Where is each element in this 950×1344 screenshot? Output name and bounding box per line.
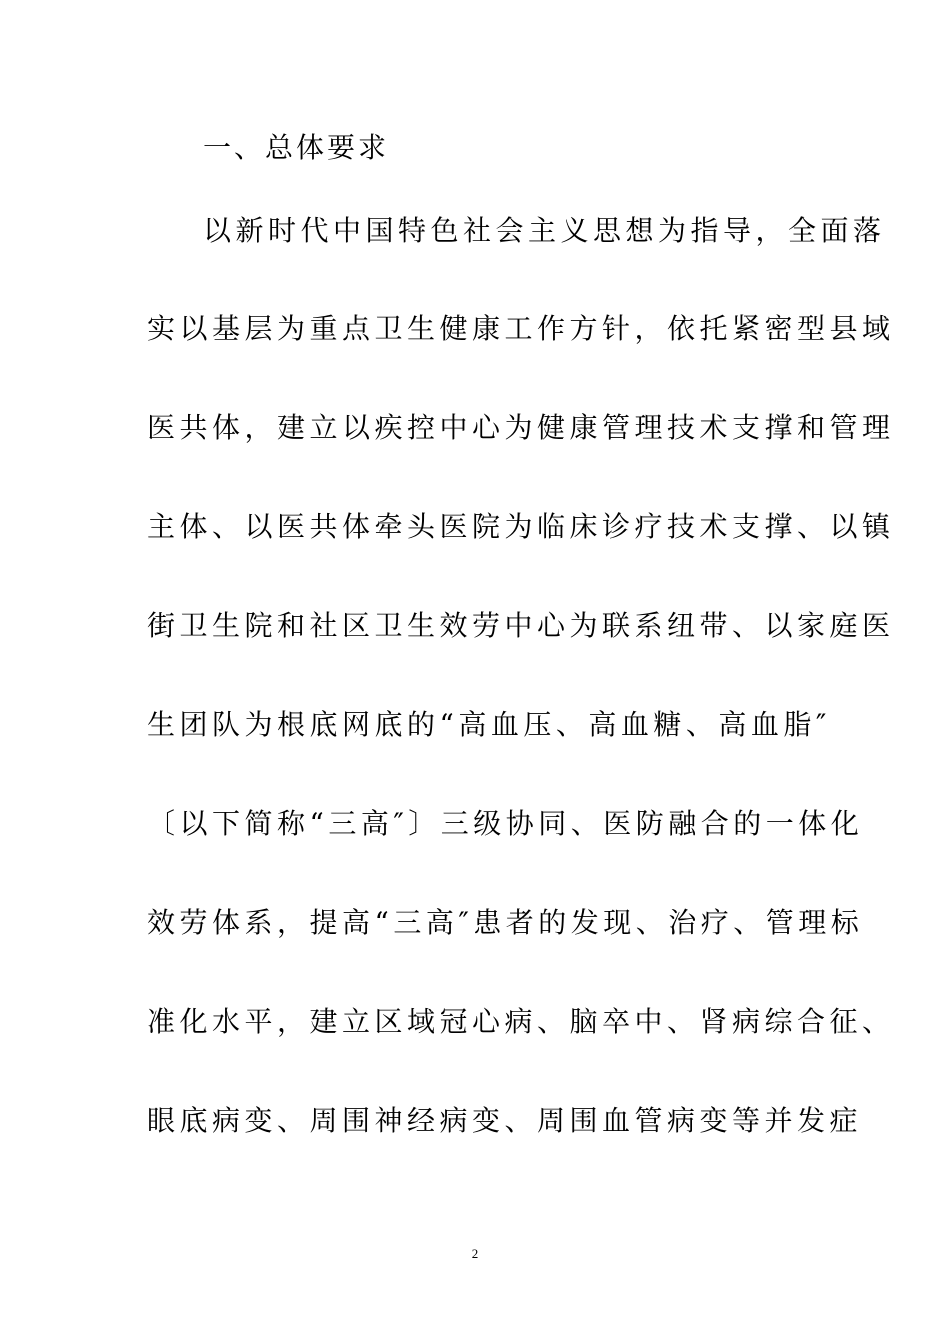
paragraph-line-10: 眼底病变、周围神经病变、周围血管病变等并发症 — [147, 1104, 863, 1137]
section-heading: 一、总体要求 — [203, 131, 390, 164]
paragraph-line-9: 准化水平，建立区域冠心病、脑卒中、肾病综合征、 — [147, 1005, 895, 1038]
paragraph-line-7: 〔以下简称“三高″〕三级协同、医防融合的一体化 — [147, 807, 864, 840]
paragraph-line-1: 以新时代中国特色社会主义思想为指导，全面落 — [203, 214, 886, 247]
paragraph-line-3: 医共体，建立以疾控中心为健康管理技术支撑和管理 — [147, 411, 895, 444]
paragraph-line-6: 生团队为根底网底的“高血压、高血糖、高血脂″ — [147, 708, 831, 741]
paragraph-line-2: 实以基层为重点卫生健康工作方针，依托紧密型县域 — [147, 312, 895, 345]
paragraph-line-8: 效劳体系，提高“三高″患者的发现、治疗、管理标 — [147, 906, 864, 939]
paragraph-line-4: 主体、以医共体牵头医院为临床诊疗技术支撑、以镇 — [147, 510, 895, 543]
paragraph-line-5: 街卫生院和社区卫生效劳中心为联系纽带、以家庭医 — [147, 609, 895, 642]
page-number: 2 — [471, 1246, 479, 1261]
